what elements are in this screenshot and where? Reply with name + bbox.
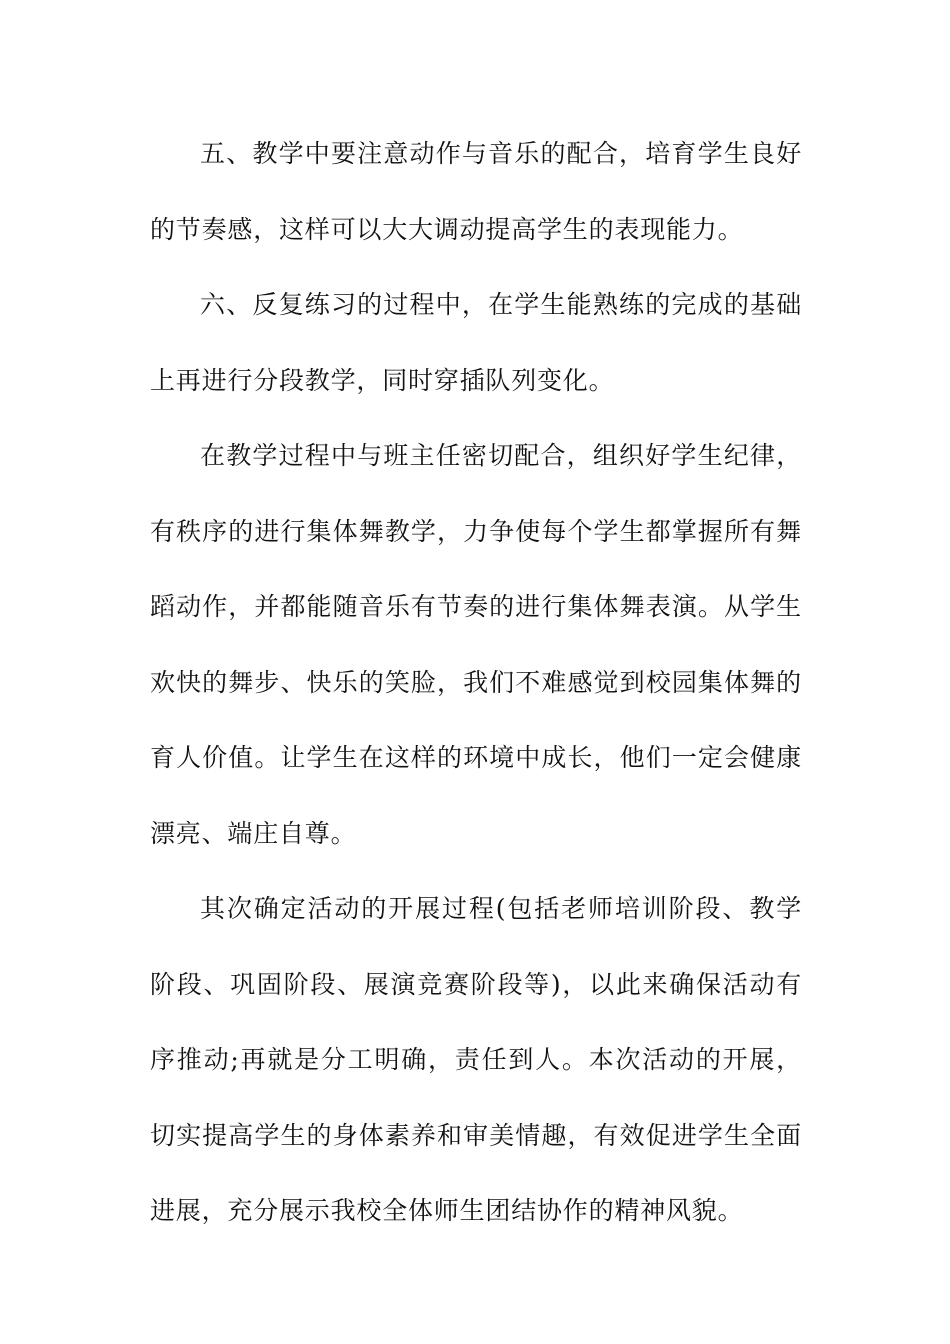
- paragraph-teaching-process: 在教学过程中与班主任密切配合，组织好学生纪律，有秩序的进行集体舞教学，力争使每个学生都掌握所有舞蹈动作，并都能随音乐有节奏的进行集体舞表演。从学生欢快的舞步、快乐的笑脸，我们不难感觉到校园集体舞的育人价值。让学生在这样的环境中成长，他们一定会健康漂亮、端庄自尊。: [150, 441, 802, 848]
- paragraph-6-repeated-practice: 六、反复练习的过程中，在学生能熟练的完成的基础上再进行分段教学，同时穿插队列变化。: [150, 290, 802, 395]
- document-body: [150, 116, 802, 1249]
- paragraph-activity-process: 其次确定活动的开展过程(包括老师培训阶段、教学阶段、巩固阶段、展演竞赛阶段等)，以此来确保活动有序推动;再就是分工明确，责任到人。本次活动的开展，切实提高学生的身体素养和审美情趣，有效促进学生全面进展，充分展示我校全体师生团结协作的精神风貌。: [150, 894, 802, 1225]
- paragraph-5-music-coordination: 五、教学中要注意动作与音乐的配合，培育学生良好的节奏感，这样可以大大调动提高学生的表现能力。: [150, 139, 802, 244]
